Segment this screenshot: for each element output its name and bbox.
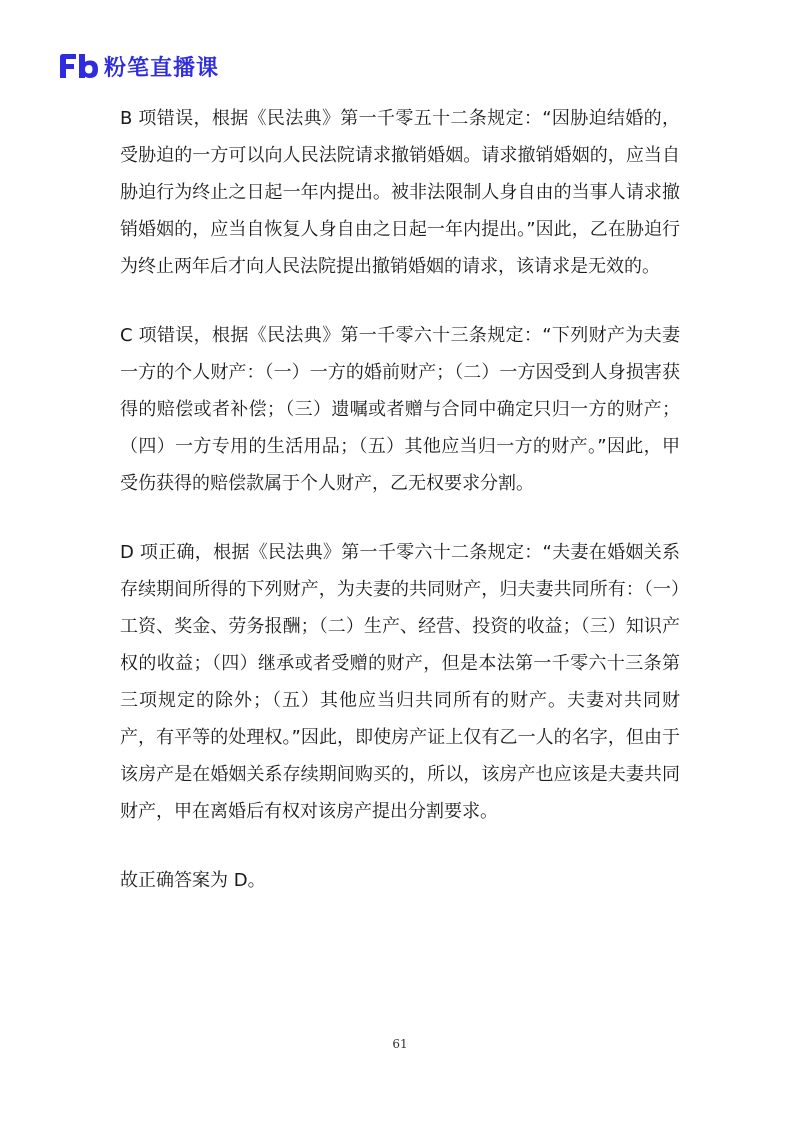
brand-logo <box>58 50 219 82</box>
paragraph-option-c: C 项错误，根据《民法典》第一千零六十三条规定：“下列财产为夫妻一方的个人财产：（一）一方的婚前财产；（二）一方因受到人身损害获得的赔偿或者补偿；（三）遗嘱或者赠与合同中确定只归一方的财产；（四）一方专用的生活用品；（五）其他应当归一方的财产。”因此，甲受伤获得的赔偿款属于个人财产，乙无权要求分割。 <box>120 325 680 494</box>
paragraph-option-b: B 项错误，根据《民法典》第一千零五十二条规定：“因胁迫结婚的，受胁迫的一方可以向人民法院请求撤销婚姻。请求撤销婚姻的，应当自胁迫行为终止之日起一年内提出。被非法限制人身自由的当事人请求撤销婚姻的，应当自恢复人身自由之日起一年内提出。”因此，乙在胁迫行为终止两年后才向人民法院提出撤销婚姻的请求，该请求是无效的。 <box>120 108 680 277</box>
fenbi-logo-icon <box>58 52 100 80</box>
paragraph-answer: 故正确答案为 D。 <box>120 870 266 891</box>
paragraph-option-d: D 项正确，根据《民法典》第一千零六十二条规定：“夫妻在婚姻关系存续期间所得的下列财产，为夫妻的共同财产，归夫妻共同所有：（一）工资、奖金、劳务报酬；（二）生产、经营、投资的收益；（三）知识产权的收益；（四）继承或者受赠的财产，但是本法第一千零六十三条第三项规定的除外；（五）其他应当归共同所有的财产。夫妻对共同财产，有平等的处理权。”因此，即使房产证上仅有乙一人的名字，但由于该房产是在婚姻关系存续期间购买的，所以，该房产也应该是夫妻共同财产，甲在离婚后有权对该房产提出分割要求。 <box>120 542 680 822</box>
page-number: 61 <box>392 1037 408 1051</box>
document-body <box>120 100 680 899</box>
brand-name: 粉笔直播课 <box>104 55 220 81</box>
